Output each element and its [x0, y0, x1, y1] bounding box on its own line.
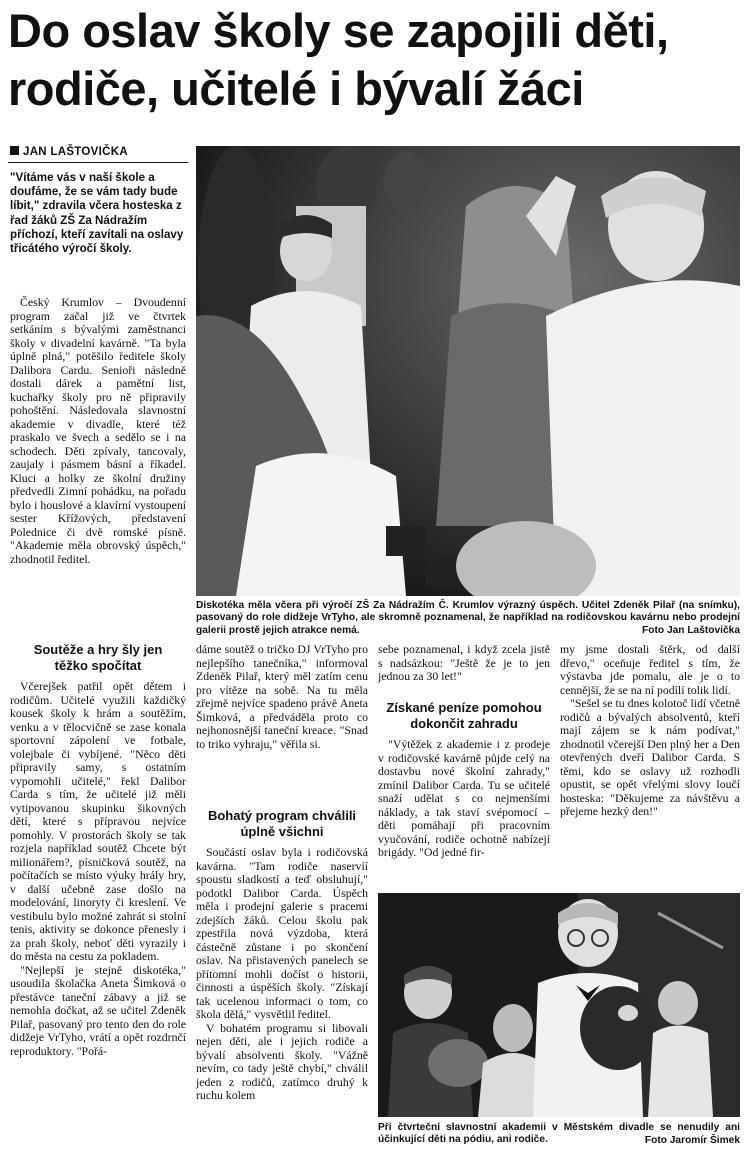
- subheading-line: Soutěže a hry šly jen: [33, 642, 163, 657]
- divider: [8, 162, 188, 163]
- subheading-line: dokončit zahradu: [410, 716, 518, 731]
- article-column-4: [560, 643, 740, 819]
- article-paragraph: "Sešel se tu dnes kolotoč lidí včetně rodičů a bývalých absolventů, kteří mají zájem se k nám podívat," zhodnotil včerejší Den plný her a Den otevřených dveří Dalibor Carda. S těmi, kdo se oslavy už rozhodli opustit, se opět vřelými slovy loučí hosteska: "Děkujeme za návštěvu a přejeme hezký den!": [560, 696, 740, 818]
- stage-photo: [378, 893, 740, 1117]
- subheading-line: těžko spočítat: [54, 658, 142, 673]
- byline: [10, 146, 128, 158]
- article-paragraph: my jsme dostali štěrk, od další dřevo," oceňuje ředitel s tím, že výstavba jde pomalu, ale je o to cennější, že se na ní podílí tolik lidí.: [560, 642, 740, 697]
- headline-line-1: Do oslav školy se zapojili děti,: [8, 4, 669, 57]
- article-paragraph: V bohatém programu si libovali nejen děti, ale i jejich rodiče a bývalí absolventi školy. "Vážně nevím, co tady ještě chybí," chválil jeden z rodičů, zatímco druhý k ruchu kolem: [196, 1020, 368, 1102]
- headline-line-2: rodiče, učitelé i bývalí žáci: [8, 62, 584, 115]
- headline: [8, 2, 744, 118]
- disco-photo: [196, 146, 740, 596]
- article-column-2b: [196, 846, 368, 1103]
- article-paragraph: Součástí oslav byla i rodičovská kavárna. "Tam rodiče naservíí spoustu sladkostí a teď obsluhují," podotkl Dalibor Carda. Úspěch měla i prodejní galerie s pracemi zdejších žáků. Celou školu pak zpestřila nová výzdoba, která částečně zůstane i po skončení oslav. Na přistavených panelech se přítomní mohli dočíst o historii, činnosti a úspěších školy. "Získají tak ucelenou informaci o tom, co škola dělá," vysvětlil ředitel.: [196, 845, 368, 1021]
- subheading-program: [196, 808, 368, 840]
- subheading-line: Získané peníze pomohou: [386, 700, 542, 715]
- disco-photo-image: [196, 146, 740, 596]
- article-paragraph: "Výtěžek z akademie i z prodeje v rodičovské kavárně půjde celý na dostavbu nové školní zahrady," zmínil Dalibor Carda. Tu se učitelé snaží udělat s co nejmenšími náklady, a tak staví svépomocí – děti pomáhají při pracovním vyučování, rodiče ochotně nabízejí brigády. "Od jedné fir-: [378, 737, 550, 859]
- photo2-caption: Při čtvrteční slavnostní akademii v Městském divadle se nenudily ani účinkující děti na pódiu, ani rodiče.: [378, 1122, 740, 1146]
- article-paragraph: sebe poznamenal, i když zcela jistě s nadsázkou: "Ještě že je to jen jednou za 30 let!": [378, 642, 550, 683]
- photo1-caption: Diskotéka měla včera při výročí ZŠ Za Nádražím Č. Krumlov výrazný úspěch. Učitel Zdeněk Pilař (na snímku), pasovaný do role didžeje VrTyho, ale skromně poznamenal, že například na rodičovskou kavárnu nebo prodejní galerii prostě jejich atrakce nemá.: [196, 600, 740, 636]
- article-column-2: [196, 643, 368, 751]
- stage-photo-image: [378, 893, 740, 1117]
- article-paragraph: Včerejšek patřil opět dětem i rodičům. Učitelé využili každičký kousek školy k hrám a soutěžím, venku a v tělocvičně se zase konala sportovní zápolení ve fotbale, volejbale či vybíjené. "Něco děti připravily samy, s ostatním vypomohli učitelé," řekl Dalibor Carda s tím, že učitelé již měli vytipovanou skupinku šikovných dětí, které s přípravou nejvíce pomohly. V prostorách školy se tak rozjela například soutěž Chcete být milionářem?, písničková soutěž, na počítačích se místo výuky hrály hry, v další učebně zase došlo na modelování, linoryty či kreslení. Ve vestibulu bylo možné zahrát si stolní tenis, aktivity se dokonce přenesly i za prah školy, neboť děti vyrazily i do města na cestu za pokladem.: [10, 679, 186, 963]
- article-column-3: [378, 643, 550, 684]
- photo1-credit: Foto Jan Laštovička: [642, 625, 740, 636]
- article-paragraph: "Nejlepší je stejně diskotéka," usoudila školačka Aneta Šimková o přestávce taneční zábavy a již se nemohla dočkat, až se učitel Zdeněk Pilař, pasovaný pro tento den do role didžeje VrTyho, vrátí a opět rozdrnčí reproduktory. "Pořá-: [10, 962, 186, 1058]
- subheading-line: Bohatý program chválili: [207, 808, 357, 823]
- subheading-line: úplně všichni: [240, 824, 324, 839]
- article-column-3b: [378, 738, 550, 860]
- subheading-games: [10, 642, 186, 674]
- article-column-1b: [10, 680, 186, 1058]
- byline-author: JAN LAŠTOVIČKA: [23, 146, 128, 158]
- article-paragraph: Český Krumlov – Dvoudenní program začal již ve čtvrtek setkáním s bývalými zaměstnanci školy v divadelní kavárně. "Ta byla úplně plná," potěšilo ředitele školy Dalibora Cardu. Senioři následně dostali dárek a pamětní list, kuchařky školy pro ně připravily pohoštění. Následovala slavnostní akademie v divadle, které též praskalo ve švech a sedělo se i na schodech. Děti zpívaly, tancovaly, zaujaly i pásmem básní a říkadel. Kluci a holky ze školní družiny předvedli Zimní pohádku, na pořadu bylo i houslové a klavírní vystoupení sester Křížových, představení Polednice či dvě romské písně. "Akademie měla obrovský úspěch," zhodnotil ředitel.: [10, 295, 186, 566]
- subheading-garden: [378, 700, 550, 732]
- lead-paragraph: "Vítáme vás v naší škole a doufáme, že se vám tady bude líbit," zdravila včera hosteska z řad žáků ZŠ Za Nádražím příchozí, kteří zavítali na oslavy třicátého výročí školy.: [10, 171, 184, 256]
- photo2-credit: Foto Jaromír Šimek: [644, 1135, 740, 1146]
- article-paragraph: dáme soutěž o tričko DJ VrTyho pro nejlepšího tanečníka," informoval Zdeněk Pilař, který měl zatím cenu pro vítěze na sobě. Na tu měla zřejmě nejvíce spadeno právě Aneta Šimková, a předváděla proto co nejhonosnější taneční kreace. "Snad to triko vyhraju," věřila si.: [196, 642, 368, 751]
- article-column-1: [10, 296, 186, 566]
- byline-square-icon: [10, 146, 19, 155]
